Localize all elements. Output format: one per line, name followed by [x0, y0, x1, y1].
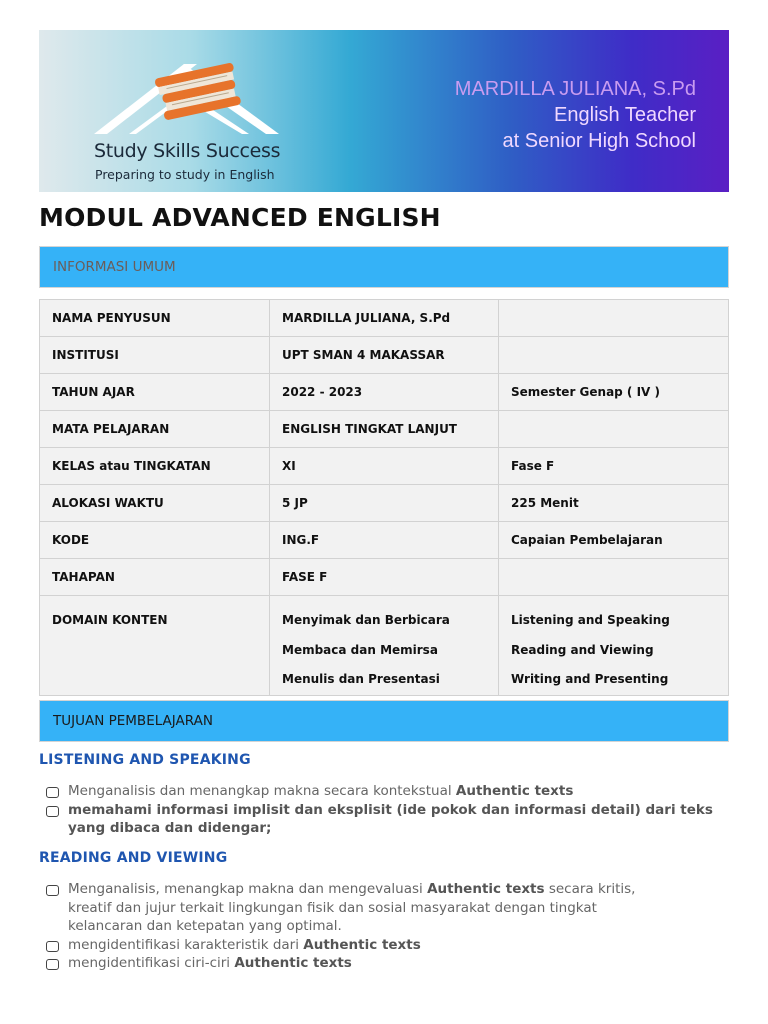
item-bold-text: Authentic texts: [427, 881, 545, 897]
row-label: DOMAIN KONTEN: [40, 596, 270, 696]
section-header-general-info: INFORMASI UMUM: [39, 246, 729, 288]
table-row: [40, 448, 729, 485]
row-extra: [499, 337, 729, 374]
domain-extra: Listening and Speaking: [511, 613, 670, 627]
reading-objectives-list: [46, 880, 736, 973]
row-extra: Fase F: [499, 448, 729, 485]
checkbox-icon: [46, 885, 59, 896]
row-extra: Capaian Pembelajaran: [499, 522, 729, 559]
author-name: MARDILLA JULIANA, S.Pd: [454, 78, 696, 100]
row-value: XI: [270, 448, 499, 485]
table-row: [40, 374, 729, 411]
logo-title: Study Skills Success: [94, 140, 281, 162]
row-value: FASE F: [270, 559, 499, 596]
row-label: TAHUN AJAR: [40, 374, 270, 411]
row-label: ALOKASI WAKTU: [40, 485, 270, 522]
author-place: at Senior High School: [502, 130, 696, 152]
domain-values: [270, 596, 499, 696]
general-info-table: [39, 299, 729, 696]
section-header-objectives: TUJUAN PEMBELAJARAN: [39, 700, 729, 742]
listening-speaking-heading: LISTENING AND SPEAKING: [39, 752, 251, 768]
document-title: MODUL ADVANCED ENGLISH: [39, 203, 441, 232]
row-extra: Semester Genap ( IV ): [499, 374, 729, 411]
author-role: English Teacher: [554, 104, 696, 126]
row-value: ING.F: [270, 522, 499, 559]
domain-value: Membaca dan Memirsa: [282, 642, 438, 657]
row-extra: [499, 559, 729, 596]
checkbox-icon: [46, 941, 59, 952]
list-item: [46, 954, 736, 973]
checkbox-icon: [46, 959, 59, 970]
item-bold-text: Authentic texts: [303, 936, 421, 953]
row-label: MATA PELAJARAN: [40, 411, 270, 448]
item-text: yang dibaca dan didengar;: [68, 820, 272, 836]
item-text: memahami informasi implisit dan eksplisit (ide pokok dan informasi detail) dari teks: [68, 801, 713, 818]
reading-viewing-heading: READING AND VIEWING: [39, 850, 228, 866]
row-value: MARDILLA JULIANA, S.Pd: [270, 300, 499, 337]
list-item: [46, 880, 736, 936]
item-text: Menganalisis, menangkap makna dan mengevaluasi: [68, 881, 428, 897]
row-value: 5 JP: [270, 485, 499, 522]
list-item: [46, 936, 736, 955]
checkbox-icon: [46, 787, 59, 798]
row-label: INSTITUSI: [40, 337, 270, 374]
row-value: 2022 - 2023: [270, 374, 499, 411]
table-row: [40, 411, 729, 448]
checkbox-icon: [46, 806, 59, 817]
item-text: mengidentifikasi karakteristik dari: [68, 936, 304, 953]
logo-subtitle: Preparing to study in English: [95, 167, 275, 182]
row-value: ENGLISH TINGKAT LANJUT: [270, 411, 499, 448]
list-item: [46, 801, 736, 838]
table-row: [40, 300, 729, 337]
table-row: [40, 485, 729, 522]
item-text: mengidentifikasi ciri-ciri: [68, 955, 235, 971]
books-logo-icon: [89, 52, 289, 142]
row-label: KELAS atau TINGKATAN: [40, 448, 270, 485]
row-extra: 225 Menit: [499, 485, 729, 522]
row-value: UPT SMAN 4 MAKASSAR: [270, 337, 499, 374]
item-bold-text: Authentic texts: [234, 955, 352, 971]
header-banner: [39, 30, 729, 192]
domain-extras: [499, 596, 729, 696]
table-row: [40, 522, 729, 559]
listening-objectives-list: [46, 782, 736, 838]
table-row: [40, 337, 729, 374]
table-row-domain: [40, 596, 729, 696]
item-text: kreatif dan jujur terkait lingkungan fisik dan sosial masyarakat dengan tingkat: [68, 899, 597, 916]
row-label: KODE: [40, 522, 270, 559]
author-block: [455, 76, 696, 154]
table-row: [40, 559, 729, 596]
row-label: TAHAPAN: [40, 559, 270, 596]
domain-value: Menulis dan Presentasi: [282, 672, 440, 686]
item-bold-text: Authentic texts: [455, 783, 574, 799]
domain-extra: Reading and Viewing: [511, 642, 654, 657]
row-extra: [499, 300, 729, 337]
row-label: NAMA PENYUSUN: [40, 300, 270, 337]
item-text: secara kritis,: [544, 881, 636, 897]
list-item: [46, 782, 736, 801]
item-text: Menganalisis dan menangkap makna secara kontekstual: [68, 783, 456, 799]
domain-value: Menyimak dan Berbicara: [282, 613, 450, 627]
item-text: kelancaran dan ketepatan yang optimal.: [68, 918, 342, 934]
domain-extra: Writing and Presenting: [511, 672, 669, 686]
row-extra: [499, 411, 729, 448]
